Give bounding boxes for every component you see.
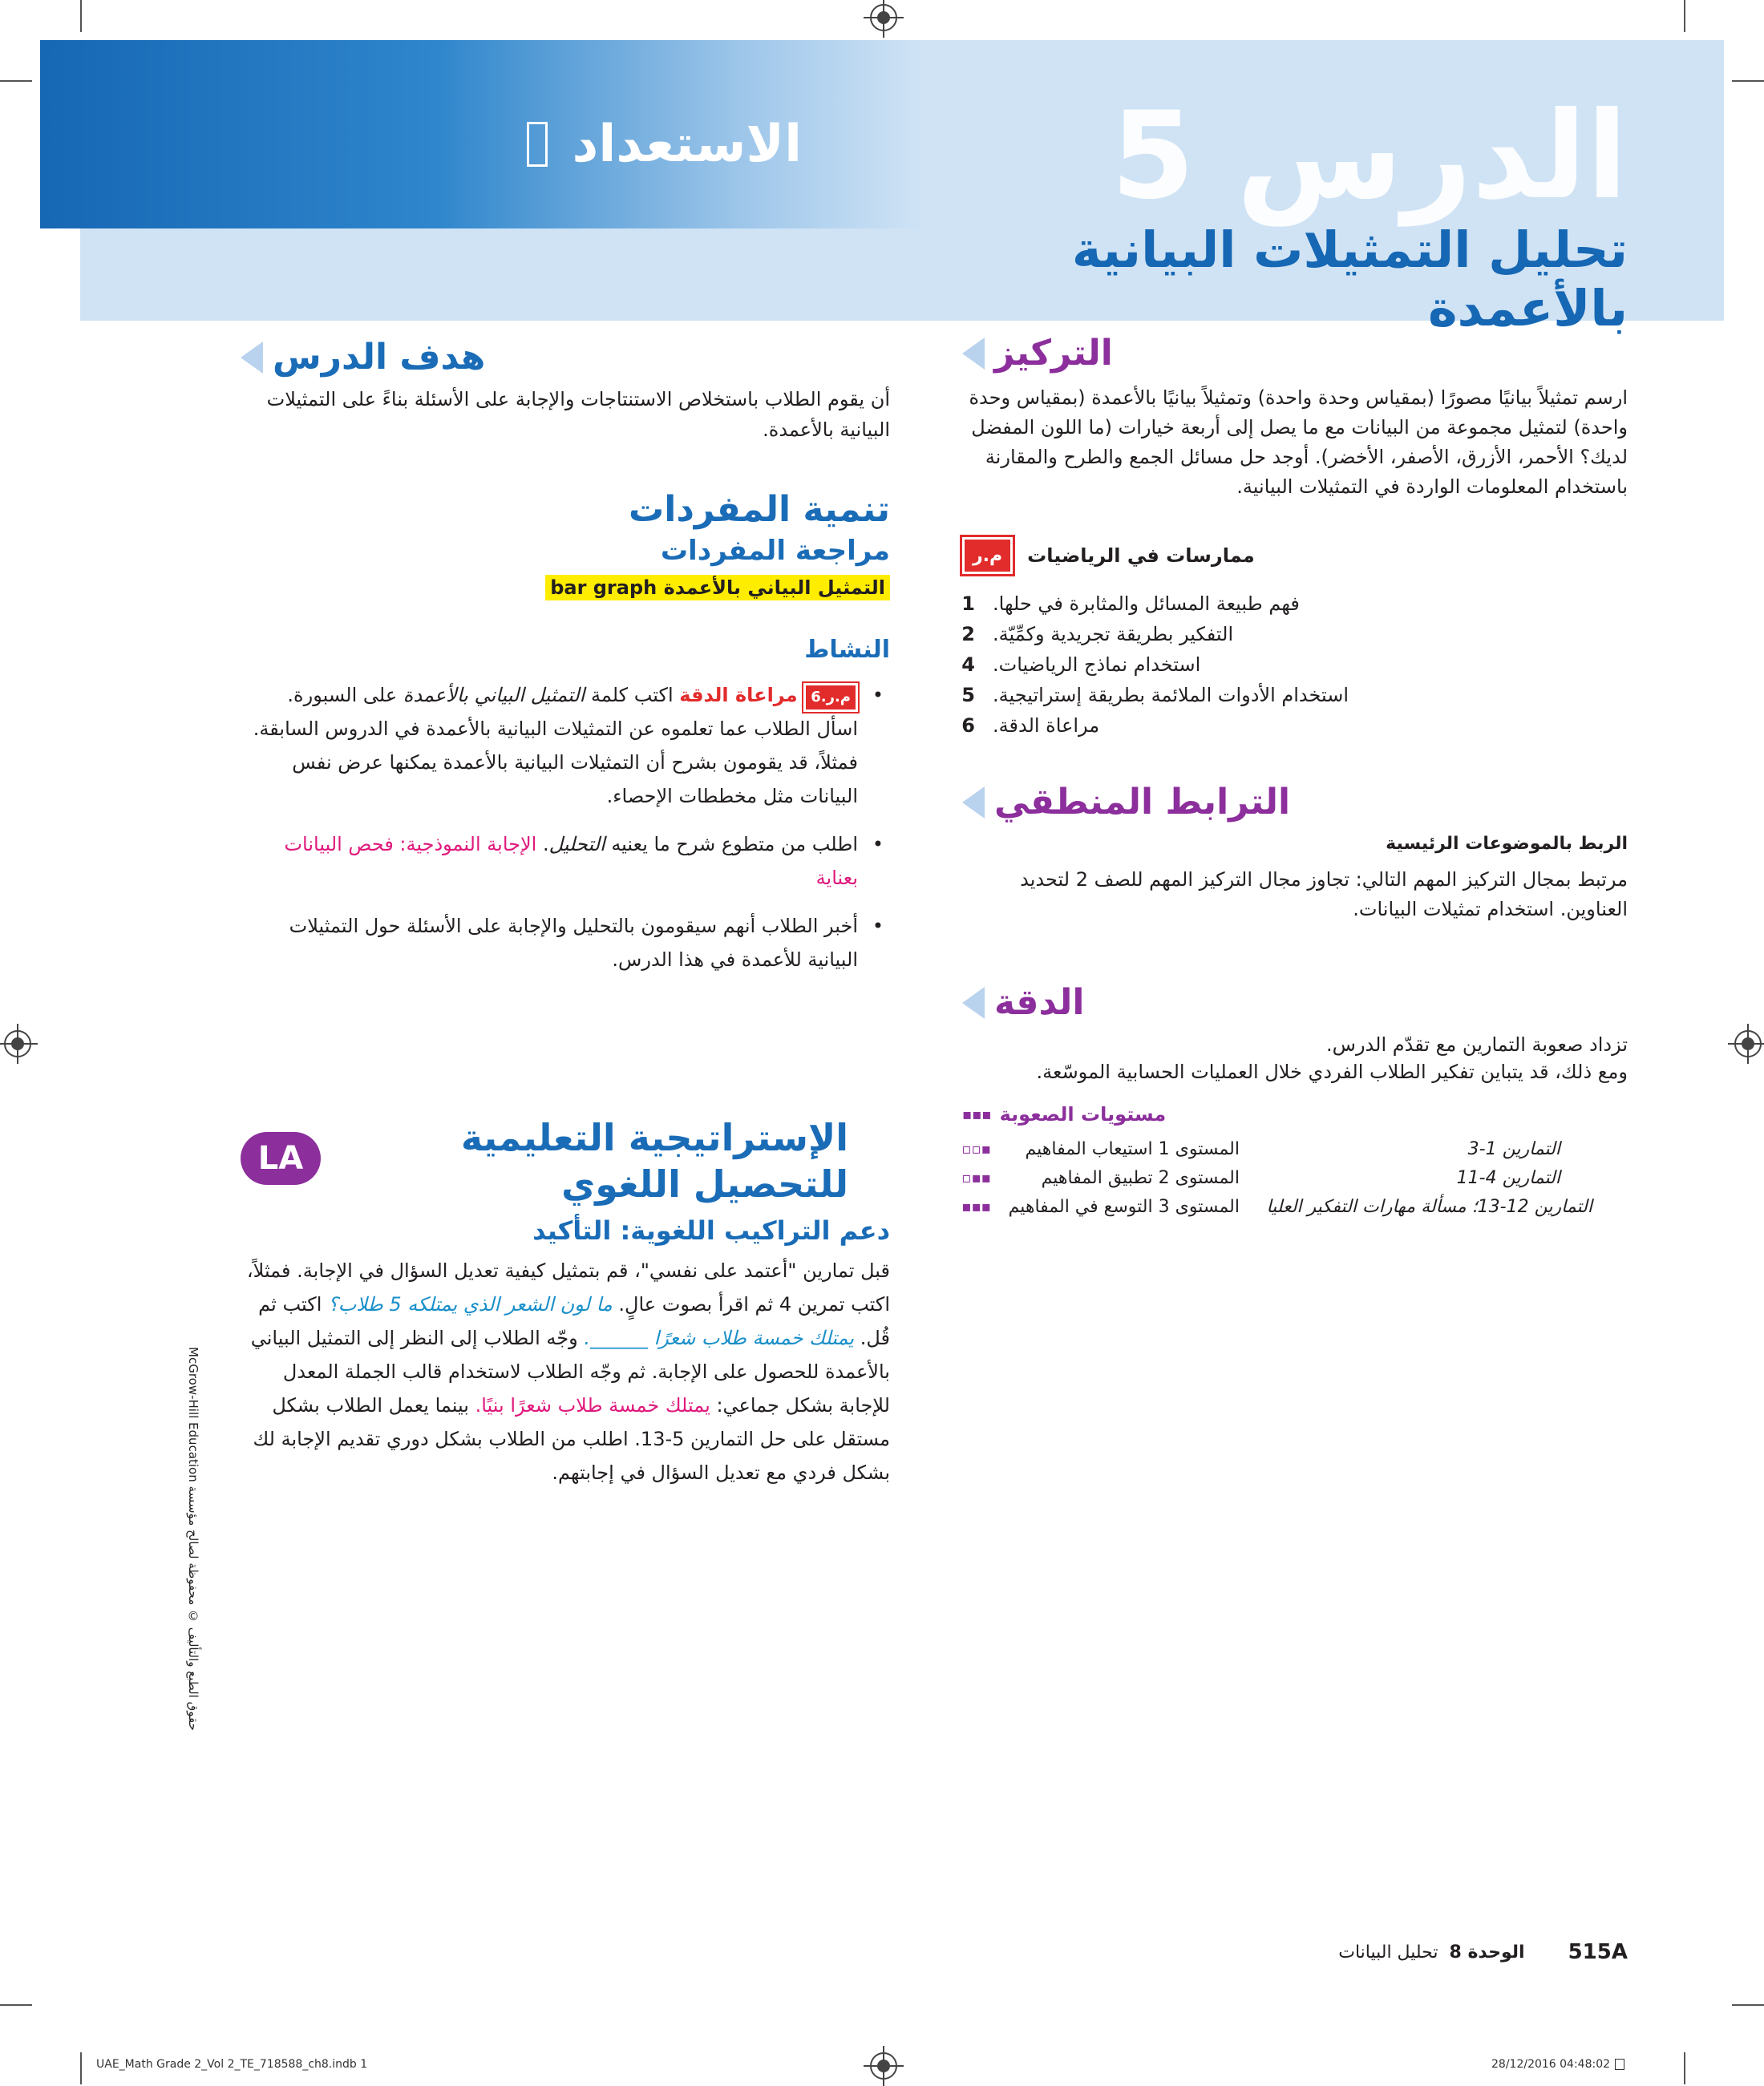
- registration-mark-icon: [870, 2052, 897, 2080]
- focus-heading: التركيز: [994, 333, 1113, 374]
- difficulty-bars-icon: ▪▫▫: [961, 1141, 991, 1158]
- practices-title: ممارسات في الرياضيات: [1027, 544, 1255, 567]
- crop-mark: [1732, 80, 1764, 82]
- crop-mark: [1684, 2052, 1685, 2084]
- list-item: [241, 678, 890, 813]
- precision-label: مراعاة الدقة: [679, 684, 798, 706]
- box-icon: [527, 122, 548, 167]
- vocab-subheading: مراجعة المفردات: [660, 535, 890, 567]
- list-item: 4 استخدام نماذج الرياضيات.: [961, 653, 1201, 676]
- coherence-text: مرتبط بمجال التركيز المهم التالي: تجاوز مجال التركيز المهم للصف 2 لتحديد العناوين. استخدام تمثيلات البيانات.: [1020, 868, 1628, 920]
- bullet-term: التمثيل البياني بالأعمدة: [403, 684, 585, 706]
- crop-mark: [1684, 0, 1685, 32]
- levels-table: [962, 1135, 1628, 1222]
- vocab-heading: تنمية المفردات: [629, 489, 890, 530]
- focus-heading-row: [962, 333, 1628, 374]
- objective-heading: هدف الدرس: [273, 337, 486, 378]
- bullet-text: اكتب كلمة: [590, 684, 674, 706]
- bullet-text: اطلب من متطوع شرح ما يعنيه: [611, 833, 858, 855]
- level-exercises: التمارين 4-11: [1456, 1168, 1560, 1188]
- table-row: [962, 1135, 1628, 1164]
- registration-mark-icon: [4, 1030, 31, 1057]
- sample-answer: الإجابة النموذجية: فحص البيانات بعناية: [284, 833, 858, 889]
- coherence-subheading: الربط بالموضوعات الرئيسية: [1386, 834, 1628, 854]
- la-subheading: دعم التراكيب اللغوية: التأكيد: [532, 1215, 890, 1246]
- slug-date: [1491, 2058, 1624, 2071]
- triangle-icon: [962, 338, 985, 370]
- la-sentence-frame: يمتلك خمسة طلاب شعرًا ______.: [584, 1327, 855, 1349]
- coherence-heading: الترابط المنطقي: [994, 782, 1291, 823]
- rigor-heading-row: [962, 982, 1628, 1023]
- lesson-title: تحليل التمثيلات البيانية بالأعمدة: [1071, 220, 1628, 338]
- levels-heading-row: [962, 1103, 1628, 1126]
- activity-heading: النشاط: [804, 636, 890, 664]
- crop-mark: [0, 2004, 32, 2006]
- difficulty-bars-icon: ▪▪▪: [962, 1106, 992, 1123]
- vocab-section: [241, 489, 890, 991]
- rigor-section: [962, 982, 1628, 1222]
- prep-label: الاستعداد: [572, 115, 802, 174]
- activity-list: [241, 678, 890, 976]
- triangle-icon: [962, 987, 985, 1019]
- practices-heading-row: [962, 537, 1628, 574]
- levels-title: مستويات الصعوبة: [999, 1103, 1167, 1126]
- registration-mark-icon: [870, 4, 897, 31]
- registration-mark-icon: [1734, 1030, 1762, 1057]
- rigor-line-2: ومع ذلك، قد يتباين تفكير الطلاب الفردي خلال العمليات الحسابية الموسّعة.: [1036, 1061, 1628, 1083]
- box-icon: [1615, 2059, 1624, 2070]
- rigor-line-1: تزداد صعوبة التمارين مع تقدّم الدرس.: [1326, 1033, 1628, 1056]
- la-question: ما لون الشعر الذي يمتلكه 5 طلاب؟: [328, 1293, 613, 1316]
- la-heading-row: [241, 1114, 890, 1207]
- vocab-term: التمثيل البياني بالأعمدة bar graph: [545, 575, 890, 600]
- level-exercises: التمارين 1-3: [1467, 1139, 1560, 1159]
- coherence-heading-row: [962, 782, 1628, 823]
- crop-mark: [80, 0, 82, 32]
- crop-mark: [80, 2052, 82, 2084]
- la-text: اكتب ثم قُل.: [258, 1293, 890, 1349]
- footer-unit: الوحدة 8: [1449, 1942, 1525, 1963]
- rigor-heading: الدقة: [994, 982, 1085, 1023]
- lesson-number: الدرس 5: [1111, 87, 1628, 226]
- vocab-term-row: [241, 575, 890, 600]
- level-label: المستوى 3 التوسع في المفاهيم: [1008, 1197, 1240, 1217]
- list-item: [241, 909, 890, 976]
- level-label: المستوى 1 استيعاب المفاهيم: [1025, 1139, 1240, 1159]
- la-badge: LA: [241, 1132, 321, 1185]
- triangle-icon: [962, 786, 985, 819]
- crop-mark: [0, 80, 32, 82]
- level-label: المستوى 2 تطبيق المفاهيم: [1041, 1168, 1240, 1188]
- la-text: وجّه الطلاب إلى النظر إلى التمثيل البياني بالأعمدة للحصول على الإجابة. ثم وجّه الطلاب لاستخدام قالب الجملة المعدل للإجابة بشكل جماعي:: [250, 1327, 890, 1417]
- la-heading: الإستراتيجية التعليمية للتحصيل اللغوي: [460, 1116, 848, 1206]
- list-item: • اطلب من متطوع شرح ما يعنيه التحليل. الإجابة النموذجية: فحص البيانات بعناية: [241, 827, 890, 895]
- page-number: 515A: [1568, 1940, 1628, 1964]
- la-section: [241, 1114, 890, 1490]
- copyright-credit: McGrow-Hill Education حقوق الطبع والتأليف © محفوظة لصالح مؤسسة: [186, 1347, 200, 1731]
- footer-unit-title: تحليل البيانات: [1338, 1942, 1438, 1963]
- la-text: قبل تمارين "أعتمد على نفسي"، قم بتمثيل كيفية تعديل السؤال في الإجابة. فمثلاً، اكتب تمرين 4 ثم اقرأ بصوت عالٍ.: [246, 1259, 890, 1316]
- objective-heading-row: [241, 337, 890, 378]
- list-item: 2 التفكير بطريقة تجريدية وكمِّيّة.: [961, 623, 1234, 645]
- coherence-section: [962, 782, 1628, 924]
- objective-text: أن يقوم الطلاب باستخلاص الاستنتاجات والإجابة على الأسئلة بناءً على التمثيلات البيانية بالأعمدة.: [266, 388, 890, 441]
- difficulty-bars-icon: ▪▪▪: [961, 1199, 991, 1215]
- la-answer: يمتلك خمسة طلاب شعرًا بنيًا.: [475, 1394, 710, 1417]
- bullet-term: التحليل: [548, 833, 605, 855]
- list-item: 5 استخدام الأدوات الملائمة بطريقة إستراتيجية.: [961, 684, 1349, 706]
- la-text: بينما يعمل الطلاب بشكل مستقل على حل التمارين 5-13. اطلب من الطلاب بشكل دوري تقديم الإجابة لك بشكل فردي مع تعديل السؤال في إجابتهم.: [253, 1394, 890, 1484]
- bullet-text: على السبورة. اسأل الطلاب عما تعلموه عن التمثيلات البيانية بالأعمدة في الدروس السابقة. فمثلاً، قد يقومون بشرح أن التمثيلات البيانية بالأعمدة يمكنها عرض نفس البيانات مثل مخططات الإحصاء.: [253, 684, 858, 807]
- triangle-icon: [241, 342, 263, 374]
- la-paragraph: [241, 1254, 890, 1490]
- mp-badge: م.ر.6: [803, 683, 858, 712]
- table-row: [962, 1164, 1628, 1193]
- mp-badge: م.ر: [962, 537, 1013, 574]
- objective-section: [241, 337, 890, 445]
- table-row: [962, 1193, 1628, 1222]
- prep-title: [433, 104, 802, 184]
- focus-text: ارسم تمثيلاً بيانيًا مصورًا (بمقياس وحدة واحدة) وتمثيلاً بيانيًا بالأعمدة (بمقياس وحدة واحدة) لتمثيل مجموعة من البيانات مع ما يصل إلى أربعة خيارات (ما اللون المفضل لديك؟ الأحمر، الأزرق، الأصفر، الأخضر). أوجد حل مسائل الجمع والطرح والمقارنة باستخدام المعلومات الواردة في التمثيلات البيانية.: [969, 386, 1628, 498]
- level-exercises: التمارين 12-13؛ مسألة مهارات التفكير العليا: [1266, 1197, 1592, 1217]
- bullet-text: أخبر الطلاب أنهم سيقومون بالتحليل والإجابة على الأسئلة حول التمثيلات البيانية للأعمدة في هذا الدرس.: [289, 915, 858, 971]
- crop-mark: [1732, 2004, 1764, 2006]
- slug-file: UAE_Math Grade 2_Vol 2_TE_718588_ch8.indb 1: [96, 2058, 368, 2071]
- list-item: 6 مراعاة الدقة.: [961, 714, 1100, 737]
- practices-list: [962, 588, 1628, 741]
- slug-date-text: 28/12/2016 04:48:02: [1491, 2058, 1611, 2071]
- list-item: 1 فهم طبيعة المسائل والمثابرة في حلها.: [961, 592, 1300, 615]
- page-footer: [1203, 1936, 1628, 1968]
- difficulty-bars-icon: ▪▪▫: [961, 1170, 991, 1187]
- focus-section: [962, 333, 1628, 741]
